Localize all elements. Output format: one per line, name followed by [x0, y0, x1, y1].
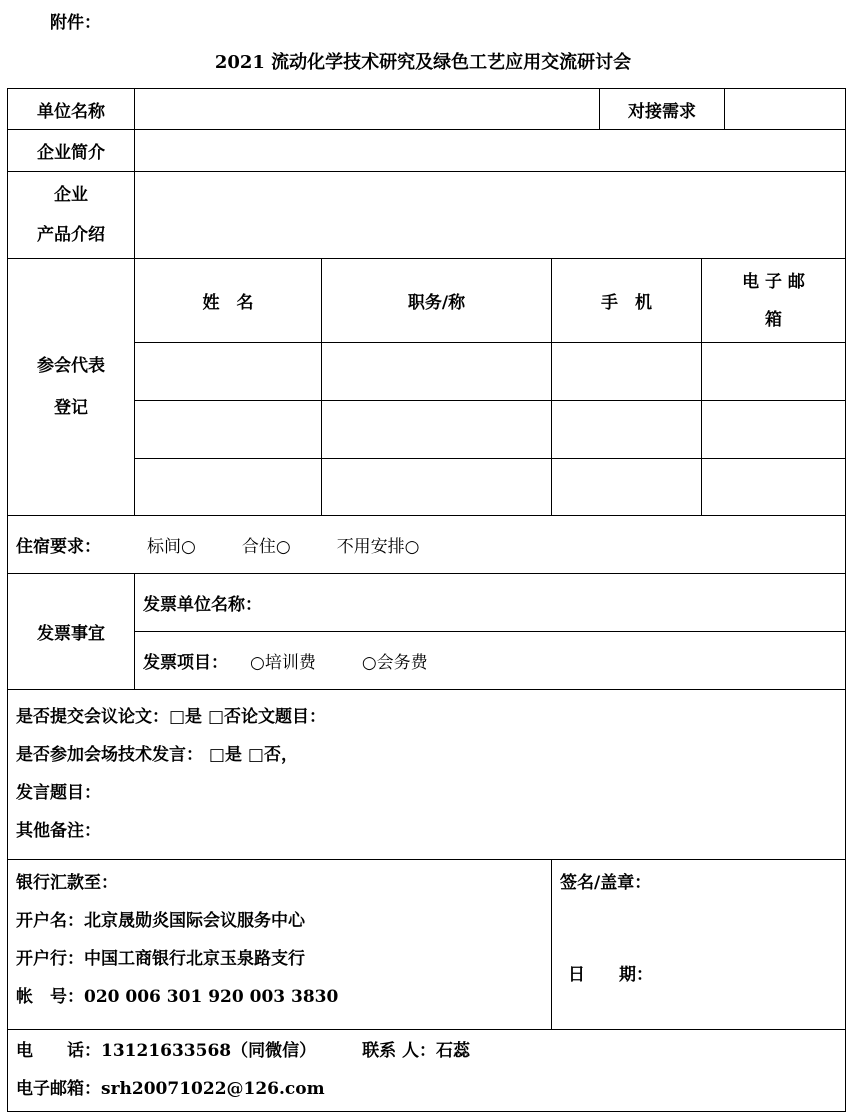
contact-block: [8, 1030, 846, 1112]
phone-label: 电 话：: [16, 1041, 101, 1061]
speech-join-line[interactable]: 是否参加会场技术发言： □是 □否，: [16, 745, 298, 765]
product-intro-label-line2: 产品介绍: [37, 225, 105, 245]
email-value[interactable]: srh20071022@126.com: [101, 1079, 325, 1099]
product-intro-label-line1: 企业: [54, 185, 88, 205]
attendee-position-cell[interactable]: [322, 343, 552, 401]
attendee-name-cell[interactable]: [135, 343, 322, 401]
email-label: 电子邮箱：: [16, 1079, 101, 1099]
attachment-label: 附件：: [50, 13, 101, 33]
account-name: 开户名：北京晟勋炎国际会议服务中心: [16, 911, 305, 931]
invoice-company-label: 发票单位名称：: [143, 595, 262, 615]
registration-form: [7, 88, 846, 1112]
company-intro-label: 企业简介: [8, 130, 135, 172]
col-position-header: 职务/称: [322, 259, 552, 343]
invoice-items-row: [135, 632, 846, 690]
docking-needs-label: 对接需求: [600, 89, 725, 130]
invoice-label: 发票事宜: [8, 574, 135, 690]
docking-needs-field[interactable]: [725, 89, 846, 130]
bank-label: 银行汇款至：: [16, 873, 118, 893]
attendee-email-cell[interactable]: [702, 343, 846, 401]
email-line: [8, 1070, 845, 1108]
invoice-item-conference[interactable]: ○会务费: [361, 653, 428, 673]
accommodation-label: 住宿要求：: [16, 537, 101, 557]
signature-label: 签名/盖章：: [560, 873, 652, 893]
invoice-company-row[interactable]: [135, 574, 846, 632]
other-notes-line: 其他备注：: [16, 821, 101, 841]
bank-name: 开户行：中国工商银行北京玉泉路支行: [16, 949, 305, 969]
col-email-header: [702, 259, 846, 343]
attendee-name-cell[interactable]: [135, 459, 322, 516]
account-number: 020 006 301 920 003 3830: [84, 987, 339, 1007]
attendee-email-cell[interactable]: [702, 459, 846, 516]
attendee-position-cell[interactable]: [322, 459, 552, 516]
attendee-email-cell[interactable]: [702, 401, 846, 459]
attendee-label: [8, 259, 135, 516]
signature-block: [552, 860, 846, 1030]
attendee-phone-cell[interactable]: [552, 343, 702, 401]
attendee-label-line1: 参会代表: [37, 356, 105, 376]
contact-value: 石蕊: [436, 1041, 471, 1061]
account-number-label: 帐 号：: [16, 987, 84, 1007]
attendee-label-line2: 登记: [54, 398, 88, 418]
date-label: 日 期：: [568, 965, 653, 985]
paper-speech-block: [8, 690, 846, 860]
paper-submit-line[interactable]: 是否提交会议论文：□是 □否论文题目：: [16, 707, 327, 727]
col-name-header: 姓 名: [135, 259, 322, 343]
company-intro-field[interactable]: [135, 130, 846, 172]
product-intro-label: [8, 172, 135, 259]
invoice-items-label: 发票项目：: [143, 653, 228, 673]
speech-topic-line: 发言题目：: [16, 783, 101, 803]
form-title: 2021 流动化学技术研究及绿色工艺应用交流研讨会: [214, 52, 632, 73]
attendee-phone-cell[interactable]: [552, 459, 702, 516]
unit-name-label: 单位名称: [8, 89, 135, 130]
phone-line: [8, 1032, 845, 1070]
col-email-header-line1: 电 子 邮: [742, 271, 805, 292]
unit-name-field[interactable]: [135, 89, 600, 130]
accom-option-none[interactable]: 不用安排○: [336, 537, 420, 557]
attendee-name-cell[interactable]: [135, 401, 322, 459]
bank-info-block: [8, 860, 552, 1030]
col-email-header-line2: 箱: [765, 309, 782, 330]
contact-label: 联系 人：: [362, 1041, 437, 1061]
accom-option-standard[interactable]: 标间○: [147, 537, 196, 557]
col-phone-header: 手 机: [552, 259, 702, 343]
attendee-phone-cell[interactable]: [552, 401, 702, 459]
accom-option-shared[interactable]: 合住○: [241, 537, 291, 557]
account-number-line: [8, 978, 551, 1016]
accommodation-row: [8, 516, 846, 574]
product-intro-field[interactable]: [135, 172, 846, 259]
invoice-item-training[interactable]: ○培训费: [250, 653, 316, 673]
attendee-position-cell[interactable]: [322, 401, 552, 459]
phone-value: 13121633568（同微信）: [101, 1041, 317, 1061]
